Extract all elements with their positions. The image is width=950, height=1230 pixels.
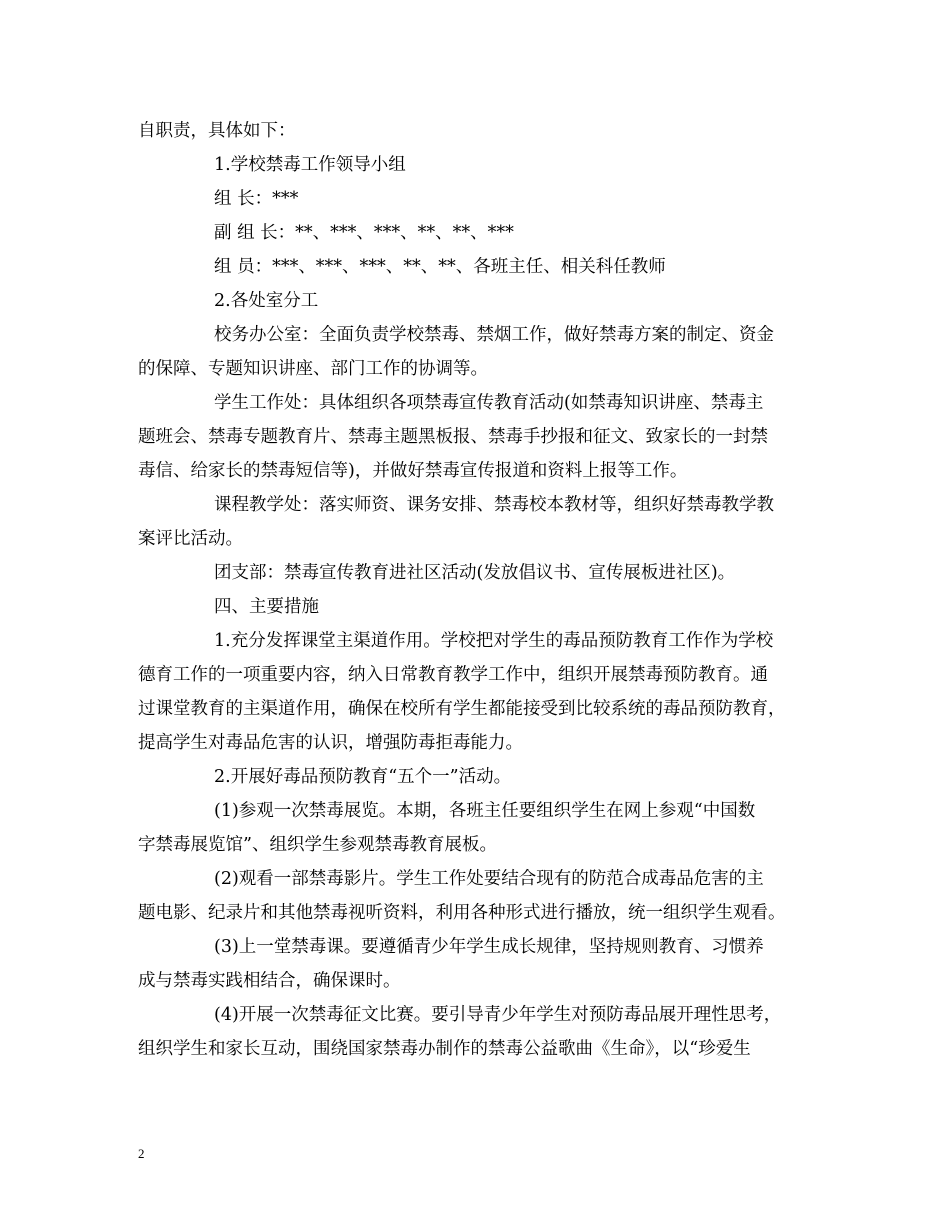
text-line: 毒信、给家长的禁毒短信等)，并做好禁毒宣传报道和资料上报等工作。 (138, 461, 688, 481)
text-line: 案评比活动。 (138, 529, 243, 549)
text-line: 组 长：*** (214, 189, 299, 209)
text-line: (1)参观一次禁毒展览。本期，各班主任要组织学生在网上参观“中国数 (214, 801, 756, 821)
text-line: 题电影、纪录片和其他禁毒视听资料，利用各种形式进行播放，统一组织学生观看。 (138, 903, 786, 923)
text-line: 题班会、禁毒专题教育片、禁毒主题黑板报、禁毒手抄报和征文、致家长的一封禁 (138, 427, 768, 447)
text-line: 的保障、专题知识讲座、部门工作的协调等。 (138, 359, 488, 379)
text-line: 过课堂教育的主渠道作用，确保在校所有学生都能接受到比较系统的毒品预防教育， (138, 699, 786, 719)
text-line: 组织学生和家长互动，围绕国家禁毒办制作的禁毒公益歌曲《生命》，以“珍爱生 (138, 1039, 751, 1059)
text-line: (2)观看一部禁毒影片。学生工作处要结合现有的防范合成毒品危害的主 (214, 869, 764, 889)
text-line: 团支部：禁毒宣传教育进社区活动(发放倡议书、宣传展板进社区)。 (214, 563, 736, 583)
text-line: 四、主要措施 (214, 597, 319, 617)
text-line: 提高学生对毒品危害的认识，增强防毒拒毒能力。 (138, 733, 523, 753)
text-line: 课程教学处：落实师资、课务安排、禁毒校本教材等，组织好禁毒教学教 (214, 495, 774, 515)
text-line: 组 员：***、***、***、**、**、各班主任、相关科任教师 (214, 257, 666, 277)
text-line: 1.学校禁毒工作领导小组 (214, 155, 406, 175)
text-line: 1.充分发挥课堂主渠道作用。学校把对学生的毒品预防教育工作作为学校 (214, 631, 774, 651)
text-line: (4)开展一次禁毒征文比赛。要引导青少年学生对预防毒品展开理性思考， (214, 1005, 782, 1025)
text-line: 2.开展好毒品预防教育“五个一”活动。 (214, 767, 512, 787)
document-body (138, 114, 822, 1066)
page-number: 2 (138, 1146, 145, 1161)
text-line: 2.各处室分工 (214, 291, 319, 311)
text-line: 校务办公室：全面负责学校禁毒、禁烟工作，做好禁毒方案的制定、资金 (214, 325, 774, 345)
text-line: 学生工作处：具体组织各项禁毒宣传教育活动(如禁毒知识讲座、禁毒主 (214, 393, 764, 413)
text-line: 成与禁毒实践相结合，确保课时。 (138, 971, 401, 991)
text-line: 德育工作的一项重要内容，纳入日常教育教学工作中，组织开展禁毒预防教育。通 (138, 665, 768, 685)
text-line: 自职责，具体如下： (138, 121, 296, 141)
text-line: 副 组 长：**、***、***、**、**、*** (214, 223, 514, 243)
text-line: 字禁毒展览馆”、组织学生参观禁毒教育展板。 (138, 835, 497, 855)
text-line: (3)上一堂禁毒课。要遵循青少年学生成长规律，坚持规则教育、习惯养 (214, 937, 764, 957)
